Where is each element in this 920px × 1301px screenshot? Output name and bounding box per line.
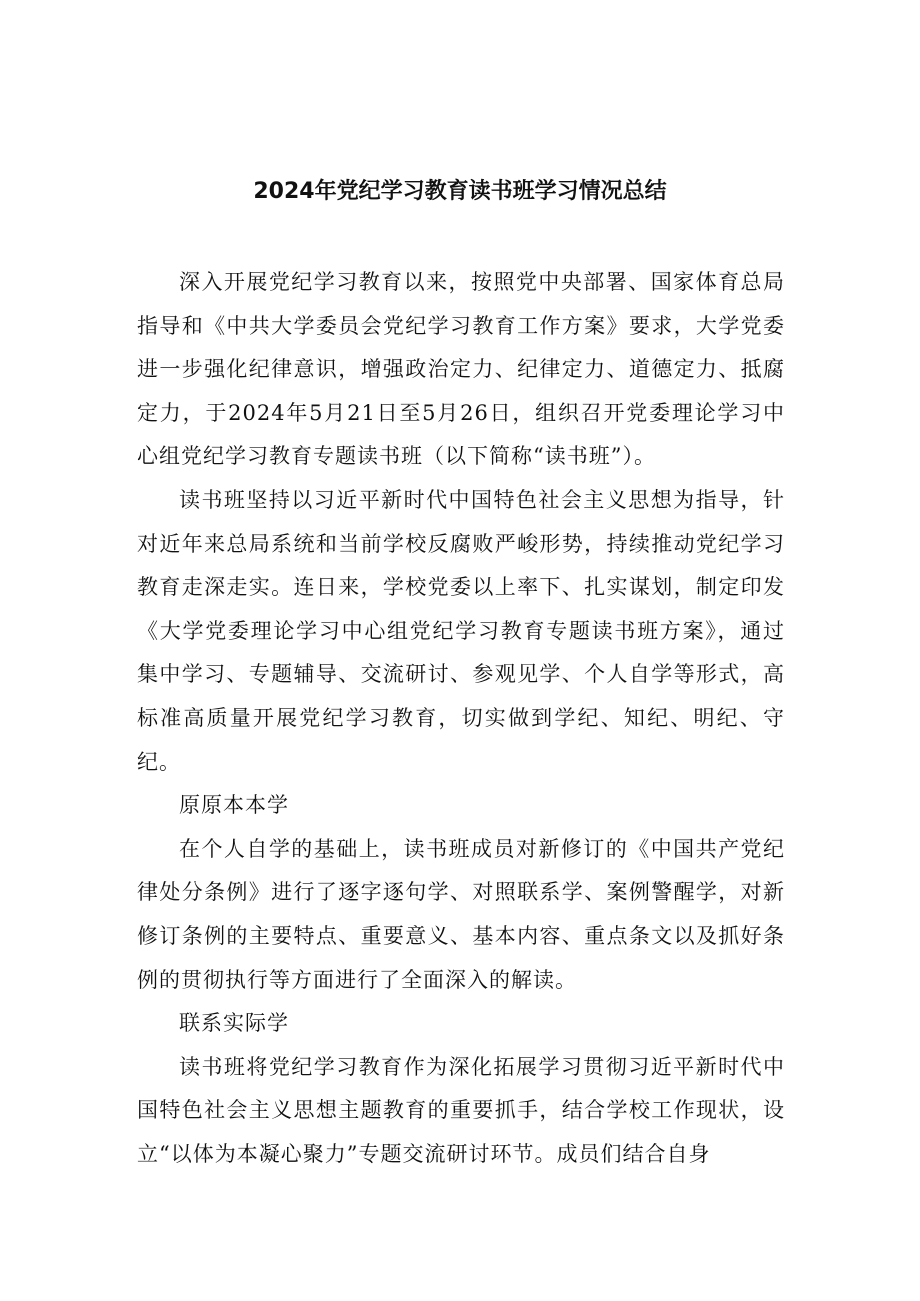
document-body: [137, 261, 785, 1176]
paragraph-intro: 深入开展党纪学习教育以来，按照党中央部署、国家体育总局指导和《中共大学委员会党纪学习教育工作方案》要求，大学党委进一步强化纪律意识，增强政治定力、纪律定力、道德定力、抵腐定力，于2024年5月21日至5月26日，组织召开党委理论学习中心组党纪学习教育专题读书班（以下简称“读书班”）。: [137, 270, 785, 469]
section-heading-study-practice: 联系实际学: [179, 1011, 289, 1036]
paragraph-practice: 读书班将党纪学习教育作为深化拓展学习贯彻习近平新时代中国特色社会主义思想主题教育的重要抓手，结合学校工作现状，设立“以体为本凝心聚力”专题交流研讨环节。成员们结合自身: [137, 1054, 785, 1166]
section-heading-study-original: 原原本本学: [179, 793, 289, 818]
paragraph-self-study: 在个人自学的基础上，读书班成员对新修订的《中国共产党纪律处分条例》进行了逐字逐句学、对照联系学、案例警醒学，对新修订条例的主要特点、重要意义、基本内容、重点条文以及抓好条例的贯彻执行等方面进行了全面深入的解读。: [137, 836, 785, 992]
paragraph-reading-class: 读书班坚持以习近平新时代中国特色社会主义思想为指导，针对近年来总局系统和当前学校反腐败严峻形势，持续推动党纪学习教育走深走实。连日来，学校党委以上率下、扎实谋划，制定印发《大学党委理论学习中心组党纪学习教育专题读书班方案》，通过集中学习、专题辅导、交流研讨、参观见学、个人自学等形式，高标准高质量开展党纪学习教育，切实做到学纪、知纪、明纪、守纪。: [137, 487, 785, 774]
document-title: 2024年党纪学习教育读书班学习情况总结: [253, 179, 667, 204]
